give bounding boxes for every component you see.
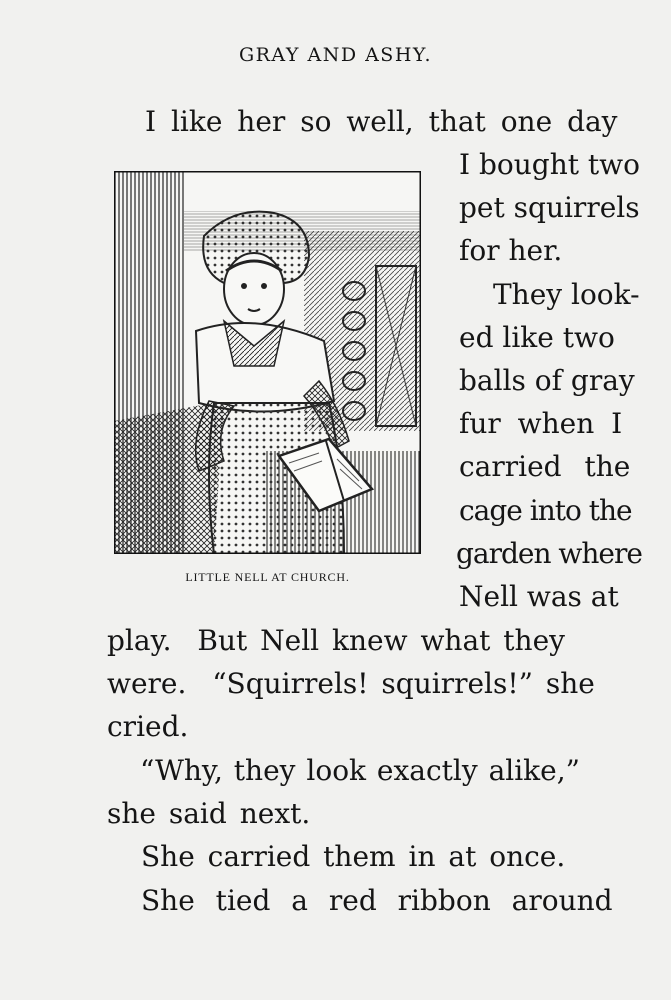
illustration-caption: LITTLE NELL AT CHURCH.: [185, 570, 350, 584]
text-line-8: fur when I: [459, 407, 623, 440]
engraving-illustration: [114, 171, 421, 554]
text-line-5: They look-: [493, 278, 640, 311]
text-line-19: She tied a red ribbon around: [141, 884, 613, 917]
text-line-4: for her.: [459, 234, 563, 267]
text-line-18: She carried them in at once.: [141, 840, 566, 873]
text-line-12: Nell was at: [459, 580, 619, 613]
text-line-16: “Why, they look exactly alike,”: [140, 754, 580, 787]
text-line-9: carried the: [459, 450, 631, 483]
illustration: [114, 171, 421, 554]
text-line-15: cried.: [107, 710, 189, 743]
text-line-10: cage into the: [459, 494, 632, 527]
text-line-1: I like her so well, that one day: [145, 105, 618, 138]
text-line-14: were. “Squirrels! squirrels!” she: [107, 667, 595, 700]
text-line-7: balls of gray: [459, 364, 635, 397]
text-line-6: ed like two: [459, 321, 615, 354]
text-line-3: pet squirrels: [459, 191, 640, 224]
text-line-13: play. But Nell knew what they: [107, 624, 565, 657]
text-line-2: I bought two: [459, 148, 640, 181]
text-line-17: she said next.: [107, 797, 311, 830]
running-header: GRAY AND ASHY.: [238, 44, 433, 66]
text-line-11: garden where: [456, 537, 642, 570]
